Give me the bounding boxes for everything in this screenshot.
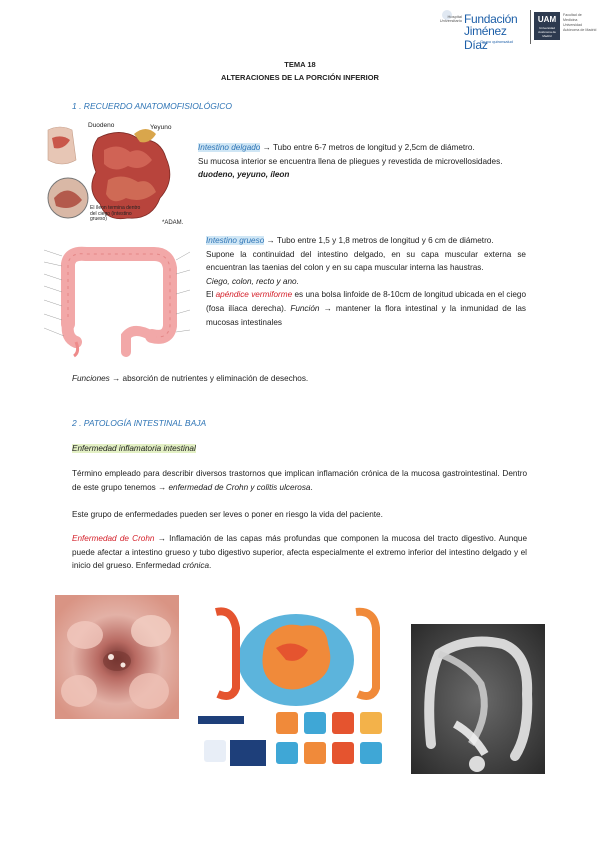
label-duodeno: Duodeno — [88, 122, 115, 129]
section1-heading: 1 . RECUERDO ANATOMOFISIOLÓGICO — [72, 101, 232, 111]
crohn-infographic — [196, 600, 392, 772]
label-ileon: El íleon termina dentro del ciego (intestino grueso) — [90, 205, 141, 222]
fjd-line1: Fundación — [464, 12, 518, 26]
intestino-grueso-paragraph: Intestino grueso → Tubo entre 1,5 y 1,8 metros de longitud y 6 cm de diámetro. Supone la continuidad del intestino delgado, en su capa muscular externa se encuentran las taenias del colon y en su capa muscular interna las haustras. Ciego, colon, recto y ano. El apéndice vermiforme es una bolsa linfoide de 8-10cm de longitud ubicada en el ciego (fosa ilíaca derecha). Función → mantener la flora intestinal y la inmunidad de las mucosas intestinales — [206, 236, 526, 327]
crohn-paragraph: Enfermedad de Crohn → Inflamación de las capas más profundas que componen la mucosa del tracto digestivo. Aunque puede afectar a intestino grueso y tubo digestivo superior, afecta especialmente el extremo inferior del intestino delgado y el inicio del grueso. Enfermedad crónica. — [72, 534, 528, 571]
uam-sub: Universidad Autónoma de Madrid — [538, 26, 556, 38]
logo-divider — [530, 10, 531, 44]
label-yeyuno: Yeyuno — [150, 124, 172, 131]
large-intestine-illustration — [42, 240, 192, 360]
topic-title: ALTERACIONES DE LA PORCIÓN INFERIOR — [221, 73, 379, 82]
intestino-delgado-paragraph: Intestino delgado → Tubo entre 6-7 metros de longitud y 2,5cm de diámetro. Su mucosa interior se encuentra llena de pliegues y revestida de microvellosidades. duodeno, yeyuno, íleon — [198, 143, 503, 180]
topic-number: TEMA 18 — [284, 60, 316, 69]
section2-heading: 2 . PATOLOGÍA INTESTINAL BAJA — [72, 418, 207, 428]
uam-mark: UAM — [537, 15, 557, 24]
endoscopy-photo — [55, 595, 179, 719]
apendice-term: apéndice vermiforme — [215, 290, 293, 300]
eii-definition: Término empleado para describir diversos trastornos que implican inflamación crónica de la mucosa gastrointestinal. Dentro de este grupo tenemos → enfermedad de Crohn y colitis ulcerosa. — [72, 469, 527, 492]
eii-subheading-line — [72, 442, 532, 456]
intestino-delgado-term: Intestino delgado — [198, 143, 261, 152]
crohn-term: Enfermedad de Crohn — [72, 534, 155, 543]
barium-xray — [411, 624, 545, 774]
small-intestine-illustration — [42, 120, 192, 230]
intestino-grueso-term: Intestino grueso — [206, 236, 265, 245]
fjd-tag: Grupo quironsalud — [480, 39, 513, 44]
fjd-small-text: Hospital Universitario — [439, 14, 462, 23]
eii-severity: Este grupo de enfermedades pueden ser leves o poner en riesgo la vida del paciente. — [72, 510, 383, 519]
eii-subheading: Enfermedad inflamatoria intestinal — [72, 444, 196, 453]
funciones-line: Funciones → absorción de nutrientes y eliminación de desechos. — [72, 374, 309, 383]
uam-logo — [534, 12, 560, 40]
label-adam: *ADAM. — [162, 220, 184, 226]
uam-text: Facultad de Medicina Universidad Autónoma de Madrid — [563, 13, 597, 32]
fjd-line2: Jiménez Díaz — [464, 24, 507, 52]
fjd-logo — [436, 12, 528, 52]
